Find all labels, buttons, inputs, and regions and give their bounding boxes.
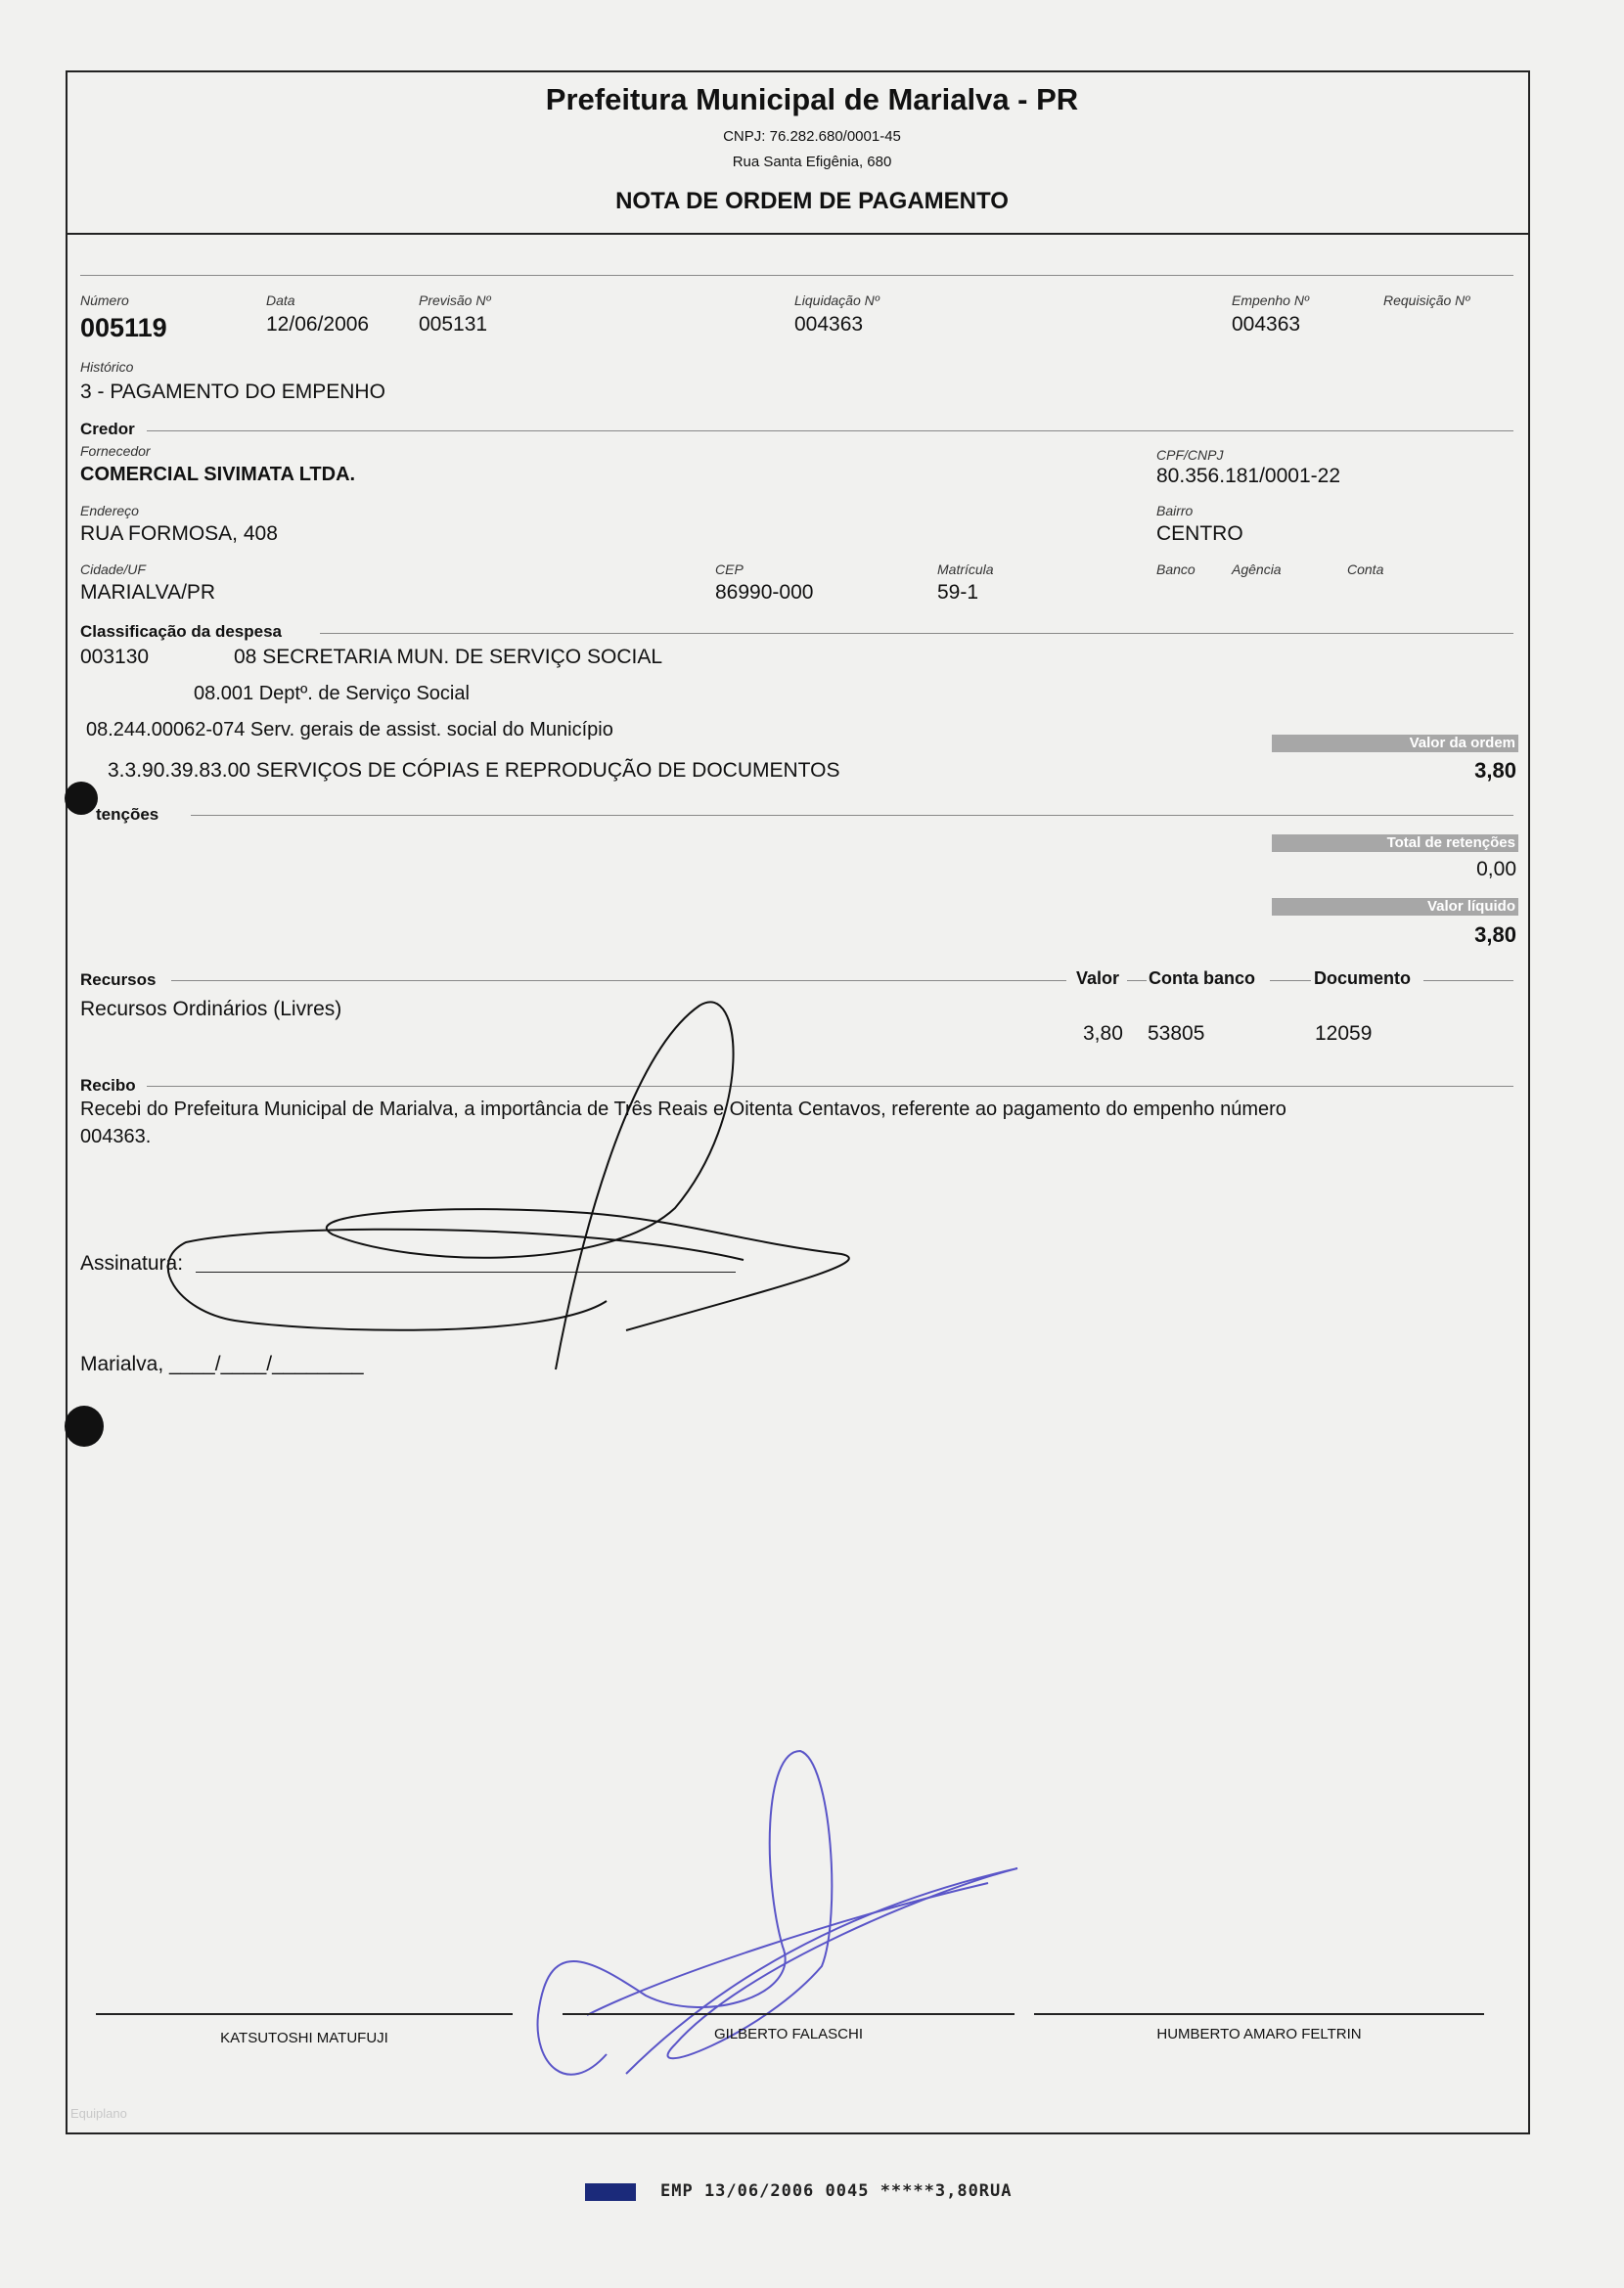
classificacao-line2: 08.001 Deptº. de Serviço Social — [194, 683, 470, 704]
data-label: Data — [266, 292, 295, 308]
recursos-conta-label: Conta banco — [1149, 968, 1256, 988]
recursos-valor-label: Valor — [1076, 968, 1120, 988]
signatory-3: HUMBERTO AMARO FELTRIN — [1156, 2026, 1362, 2042]
historico-value: 3 - PAGAMENTO DO EMPENHO — [80, 381, 385, 403]
recursos-fonte: Recursos Ordinários (Livres) — [80, 998, 342, 1020]
signatory-2: GILBERTO FALASCHI — [714, 2026, 863, 2042]
empenho-label: Empenho Nº — [1232, 292, 1310, 308]
assinatura-label: Assinatura: — [80, 1252, 184, 1275]
classificacao-code: 003130 — [80, 646, 150, 668]
previsao-value: 005131 — [419, 313, 488, 336]
matricula-label: Matrícula — [937, 561, 994, 577]
empenho-value: 004363 — [1232, 313, 1301, 336]
watermark: Equiplano — [70, 2106, 127, 2121]
recibo-text-line1: Recebi do Prefeitura Municipal de Marialva, a importância de Três Reais e Oitenta Centavos, referente ao pagamento do empenho número — [80, 1099, 1286, 1120]
classificacao-line3: 08.244.00062-074 Serv. gerais de assist. social do Município — [86, 719, 613, 740]
signature-line-3 — [1034, 2013, 1484, 2015]
classificacao-section-label: Classificação da despesa — [80, 622, 283, 641]
bairro-value: CENTRO — [1156, 522, 1243, 545]
matricula-value: 59-1 — [937, 581, 979, 604]
cpf-label: CPF/CNPJ — [1156, 447, 1224, 463]
endereco-value: RUA FORMOSA, 408 — [80, 522, 278, 545]
fornecedor-value: COMERCIAL SIVIMATA LTDA. — [80, 464, 356, 485]
fornecedor-label: Fornecedor — [80, 443, 151, 459]
recursos-documento: 12059 — [1315, 1022, 1373, 1045]
valor-liquido-bar: Valor líquido — [1272, 898, 1518, 916]
recursos-documento-label: Documento — [1314, 968, 1411, 988]
signatory-1: KATSUTOSHI MATUFUJI — [220, 2030, 388, 2046]
cep-value: 86990-000 — [715, 581, 814, 604]
banco-label: Banco — [1156, 561, 1195, 577]
retencoes-section-label: tenções — [96, 805, 159, 824]
bairro-label: Bairro — [1156, 503, 1194, 518]
recursos-section-label: Recursos — [80, 970, 157, 989]
liquidacao-label: Liquidação Nº — [794, 292, 880, 308]
agencia-label: Agência — [1232, 561, 1282, 577]
numero-label: Número — [80, 292, 129, 308]
document-title: NOTA DE ORDEM DE PAGAMENTO — [615, 188, 1009, 214]
footer-stamp: EMP 13/06/2006 0045 *****3,80RUA — [660, 2181, 1013, 2201]
valor-ordem-value: 3,80 — [1474, 758, 1516, 783]
requisicao-label: Requisição Nº — [1383, 292, 1470, 308]
endereco-label: Endereço — [80, 503, 139, 518]
address-text: Rua Santa Efigênia, 680 — [732, 154, 892, 170]
total-retencoes-bar: Total de retenções — [1272, 834, 1518, 852]
conta-label: Conta — [1347, 561, 1384, 577]
cpf-value: 80.356.181/0001-22 — [1156, 465, 1341, 487]
stamp-logo-icon — [585, 2183, 636, 2201]
cep-label: CEP — [715, 561, 744, 577]
signature-line-2 — [563, 2013, 1015, 2015]
cidade-value: MARIALVA/PR — [80, 581, 216, 604]
valor-ordem-bar: Valor da ordem — [1272, 735, 1518, 752]
recibo-section-label: Recibo — [80, 1076, 136, 1095]
classificacao-line4: 3.3.90.39.83.00 SERVIÇOS DE CÓPIAS E REPRODUÇÃO DE DOCUMENTOS — [108, 759, 840, 782]
cidade-label: Cidade/UF — [80, 561, 146, 577]
marialva-date-line: Marialva, ____/____/________ — [80, 1353, 364, 1375]
signature-line-1 — [96, 2013, 513, 2015]
municipality-title: Prefeitura Municipal de Marialva - PR — [545, 82, 1079, 116]
cnpj-text: CNPJ: 76.282.680/0001-45 — [723, 128, 901, 145]
recursos-conta: 53805 — [1148, 1022, 1205, 1045]
liquidacao-value: 004363 — [794, 313, 864, 336]
valor-liquido-value: 3,80 — [1474, 922, 1516, 947]
classificacao-line1: 08 SECRETARIA MUN. DE SERVIÇO SOCIAL — [234, 646, 663, 668]
historico-label: Histórico — [80, 359, 134, 375]
recursos-valor: 3,80 — [1083, 1022, 1123, 1045]
data-value: 12/06/2006 — [266, 313, 370, 336]
previsao-label: Previsão Nº — [419, 292, 491, 308]
total-retencoes-value: 0,00 — [1476, 858, 1516, 880]
numero-value: 005119 — [80, 313, 167, 342]
recibo-text-line2: 004363. — [80, 1126, 152, 1147]
credor-section-label: Credor — [80, 420, 135, 438]
